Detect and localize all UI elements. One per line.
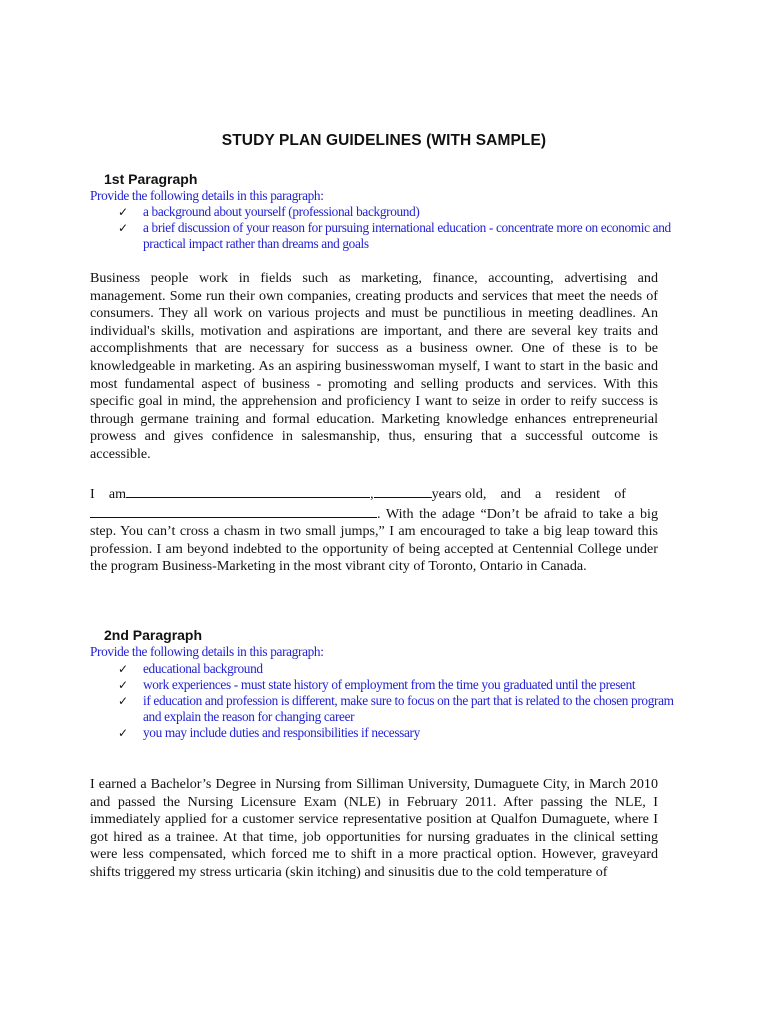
check-icon: ✓ (118, 662, 128, 676)
check-icon: ✓ (118, 694, 128, 708)
checklist-item (118, 693, 678, 725)
fill-in-word: years old, (431, 486, 487, 502)
fill-in-word: I (90, 486, 95, 502)
fill-in-rest: . With the adage “Don’t be afraid to take a big step. You can’t cross a chasm in two small jumps,” I am encouraged to take a big leap toward this profession. I am beyond indebted to the opportunity of being accepted at Centennial College under the program Business-Marketing in the most vibrant city of Toronto, Ontario in Canada. (90, 505, 658, 575)
fill-in-line (90, 484, 626, 504)
section-heading-2: 2nd Paragraph (104, 627, 203, 643)
checklist-2 (118, 661, 678, 741)
checklist-item (118, 661, 678, 677)
check-icon: ✓ (118, 726, 128, 740)
instruction-text-2: Provide the following details in this paragraph: (90, 644, 324, 659)
checklist-item (118, 204, 678, 220)
fill-in-word: and (500, 486, 521, 502)
fill-in-continuation (90, 504, 658, 576)
checklist-item-text: a brief discussion of your reason for pursuing international education - concentrate more on economic and practical impact rather than dreams and goals (143, 220, 671, 251)
checklist-item-text: a background about yourself (professional background) (143, 204, 420, 219)
name-blank[interactable] (126, 484, 370, 498)
fill-in-word: a (535, 486, 542, 502)
checklist-1 (118, 204, 678, 252)
checklist-item-text: work experiences - must state history of employment from the time you graduated until the present (143, 677, 636, 692)
fill-in-word: , (370, 486, 374, 502)
check-icon: ✓ (118, 221, 128, 235)
fill-in-word: resident (555, 486, 601, 502)
checklist-item (118, 725, 678, 741)
checklist-item-text: if education and profession is different, make sure to focus on the part that is related to the chosen program and explain the reason for changing career (143, 693, 674, 724)
check-icon: ✓ (118, 678, 128, 692)
residence-blank[interactable] (90, 504, 377, 518)
page-title: STUDY PLAN GUIDELINES (WITH SAMPLE) (221, 132, 547, 149)
fill-in-paragraph (90, 484, 658, 576)
section-heading-1: 1st Paragraph (104, 171, 198, 187)
checklist-item-text: educational background (143, 661, 263, 676)
body-paragraph-1: Business people work in fields such as marketing, finance, accounting, advertising and management. Some run their own companies, creating products and services that meet the needs of consumers. They all work on various projects and must be punctilious in meeting deadlines. An individual's skills, motivation and aspirations are important, and there are several key traits and accomplishments that are necessary for success as a business owner. One of these is to be knowledgeable in marketing. As an aspiring businesswoman myself, I want to start in the basic and most fundamental aspect of business - promoting and selling products and services. With this specific goal in mind, the apprehension and proficiency I want to seize in order to reify success is through germane training and formal education. Marketing knowledge enhances entrepreneurial prowess and gives confidence in salesmanship, thus, ensuring that a successful outcome is accessible. (90, 270, 658, 462)
age-blank[interactable] (374, 484, 432, 498)
fill-in-word: of (614, 486, 626, 502)
checklist-item-text: you may include duties and responsibilities if necessary (143, 725, 420, 740)
checklist-item (118, 677, 678, 693)
instruction-text-1: Provide the following details in this paragraph: (90, 188, 324, 203)
body-paragraph-2: I earned a Bachelor’s Degree in Nursing from Silliman University, Dumaguete City, in March 2010 and passed the Nursing Licensure Exam (NLE) in February 2011. After passing the NLE, I immediately applied for a customer service representative position at Qualfon Dumaguete, where I got hired as a trainee. At that time, job opportunities for nursing graduates in the clinical setting were less compensated, which forced me to shift in a more practical option. However, graveyard shifts triggered my stress urticaria (skin itching) and sinusitis due to the cold temperature of (90, 776, 658, 880)
checklist-item (118, 220, 678, 252)
check-icon: ✓ (118, 205, 128, 219)
fill-in-word: am (108, 486, 127, 502)
